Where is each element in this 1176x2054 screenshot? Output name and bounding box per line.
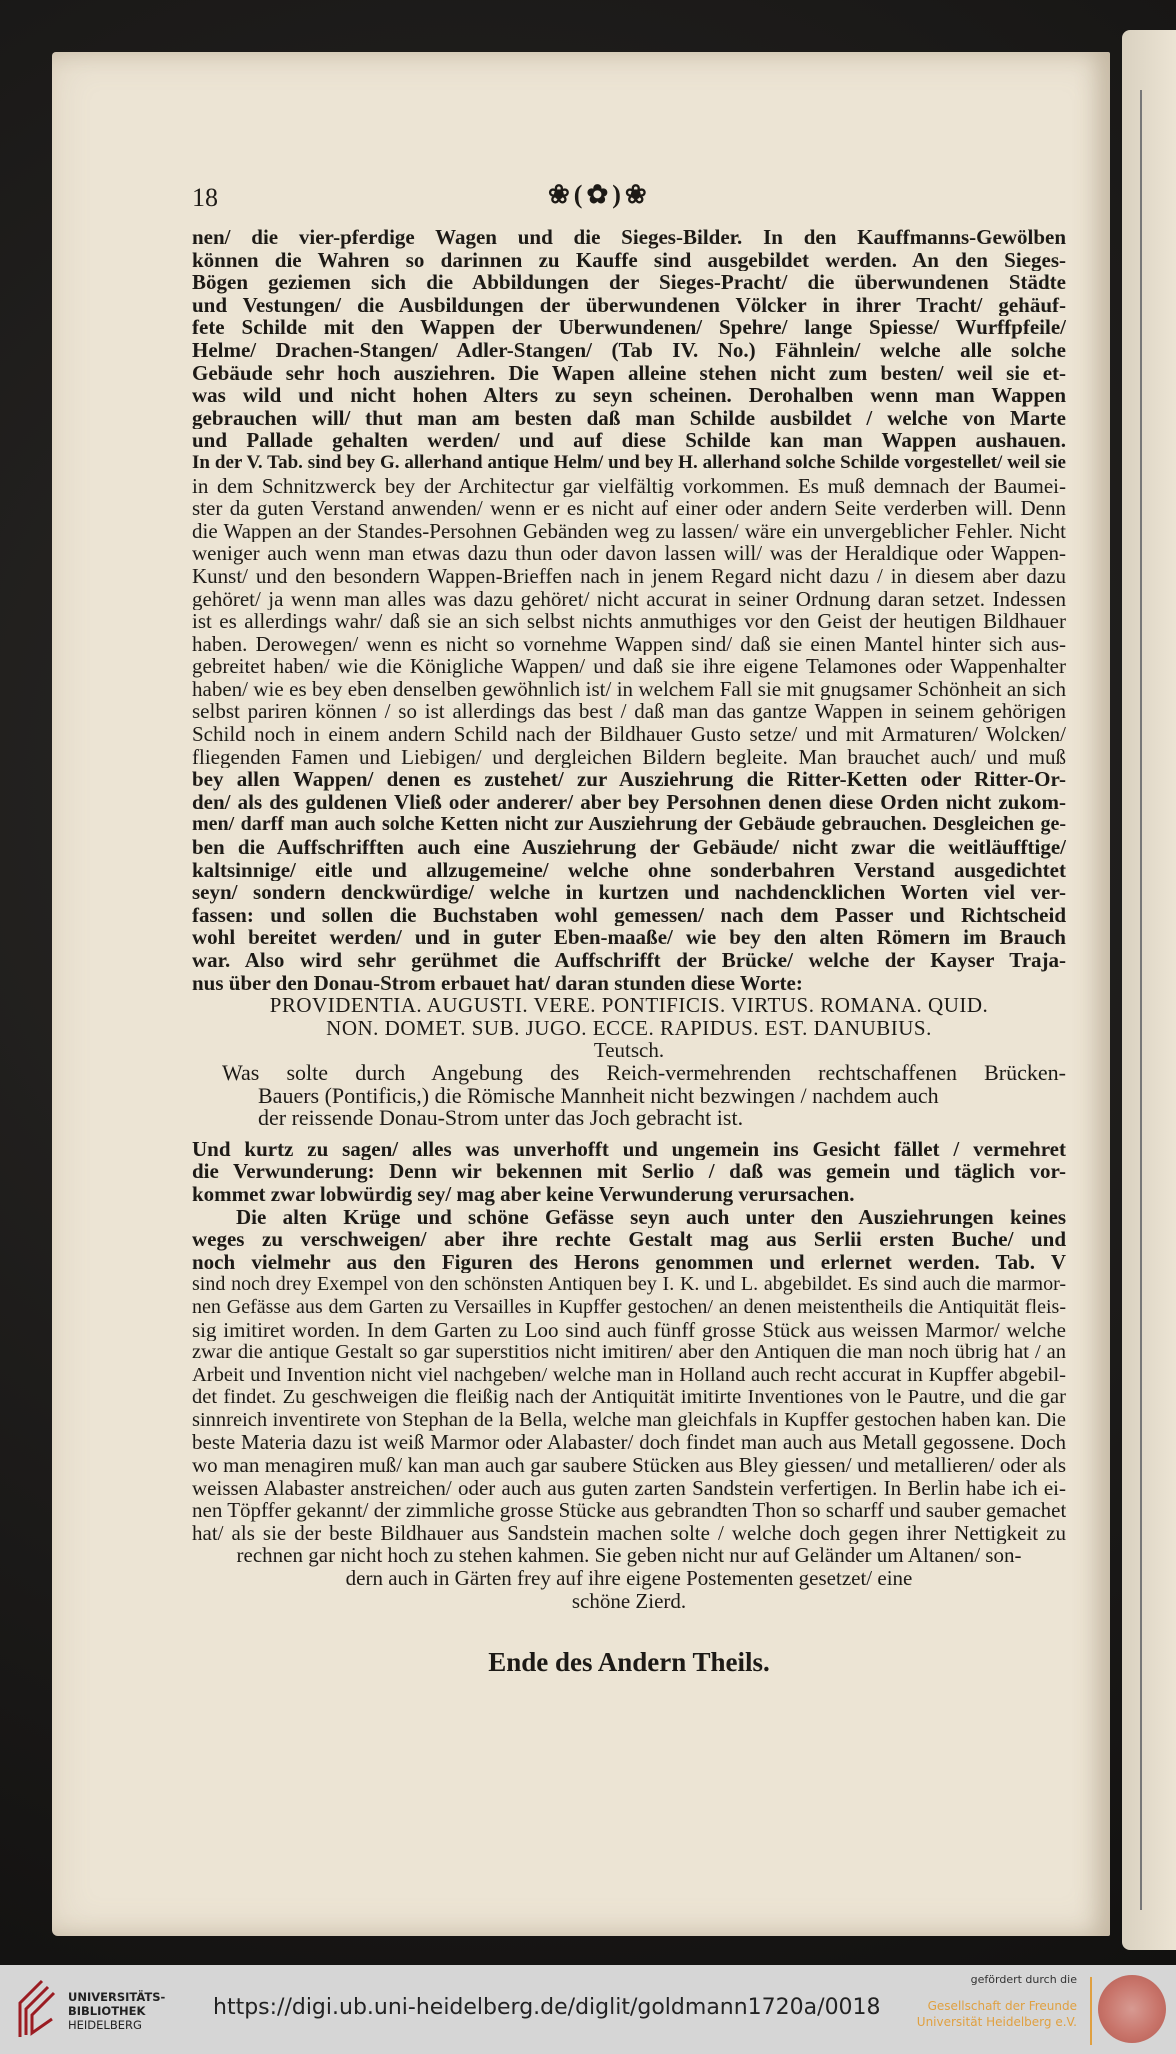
text-line: noch vielmehr aus den Figuren des Herons genommen und erlernet werden. Tab. V [192, 1250, 1066, 1274]
library-name[interactable] [68, 1990, 165, 2032]
text-line: gebreitet haben/ wie die Königliche Wappen/ und daß sie ihre eigene Telamones oder Wappenhalter [192, 655, 1066, 678]
adjacent-foldout-page [1122, 30, 1176, 1950]
text-line: und Vestungen/ die Ausbildungen der überwundenen Völcker in ihrer Tracht/ gehäuf- [192, 293, 1066, 317]
text-line: was wild und nicht hohen Alters zu seyn scheinen. Derohalben wenn man Wappen [192, 384, 1066, 407]
text-line: men/ darff man auch solche Ketten nicht zur Ausziehrung der Gebäude gebrauchen. Desgleichen ge- [192, 813, 1066, 836]
sponsor-credit[interactable] [905, 1973, 1077, 2030]
text-line: ster da guten Verstand anwenden/ wenn er es nicht auf einer oder andern Seite verderben will. Denn [192, 497, 1066, 520]
text-line: Gebäude sehr hoch ausziehren. Die Wapen alleine stehen nicht zum besten/ weil sie et- [192, 361, 1066, 385]
permalink-url[interactable]: https://digi.ub.uni-heidelberg.de/diglit/goldmann1720a/0018 [213, 1995, 881, 2020]
text-line: sind noch drey Exempel von den schönsten Antiquen bey I. K. und L. abgebildet. Es sind auch die marmor- [192, 1273, 1066, 1296]
text-line: wo man menagiren muß/ kan man auch gar saubere Stücken aus Bley giessen/ und metallieren/ oder als [192, 1454, 1066, 1477]
text-line: gehöret/ ja wenn man alles was dazu gehöret/ nicht accurat in seiner Ordnung daran setzet. Indessen [192, 587, 1066, 611]
footer-bar [0, 1965, 1176, 2054]
library-name-line: HEIDELBERG [68, 2018, 142, 2032]
sponsor-label: gefördert durch die [970, 1973, 1077, 1986]
university-seal-icon [1098, 1975, 1166, 2043]
translation-verse [192, 1062, 1066, 1130]
text-line: kaltsinnige/ eitle und allzugemeine/ welche ohne sonderbahren Verstand ausgedichtet [192, 858, 1066, 882]
text-line: nus über den Donau-Strom erbauet hat/ daran stunden diese Worte: [192, 971, 803, 995]
text-line: beste Materia dazu ist weiß Marmor oder Alabaster/ doch findet man auch aus Metall gegossene. Doch [192, 1431, 1066, 1455]
text-line: Bögen geziemen sich die Abbildungen der Sieges-Pracht/ die überwundenen Städte [192, 271, 1066, 294]
text-line: nen Gefässe aus dem Garten zu Versailles in Kupffer gestochen/ an denen meistentheils die Antiquität fleis- [192, 1295, 1066, 1318]
text-line: zwar die antique Gestalt so gar superstitios nicht imitiren/ aber den Antiquen die man noch übrig hat / an [192, 1341, 1066, 1364]
text-line: Die alten Krüge und schöne Gefässe seyn auch unter den Ausziehrungen keines [236, 1205, 1066, 1229]
text-line: Schild noch in einem andern Schild nach der Bildhauer Gusto setze/ und mit Armaturen/ Wolcken/ [192, 723, 1066, 746]
text-line: PROVIDENTIA. AUGUSTI. VERE. PONTIFICIS. VIRTUS. ROMANA. QUID. [269, 994, 989, 1017]
divider [1090, 1977, 1092, 2045]
text-line: det findet. Zu geschweigen die fleißig nach der Antiquität imitirte Inventiones von le Pautre, und die gar [192, 1386, 1066, 1409]
library-name-line: UNIVERSITÄTS- [68, 1990, 166, 2004]
text-line: sinnreich inventirete von Stephan de la Bella, welche man gleichfals in Kupffer gestochen haben kan. Die [192, 1408, 1066, 1431]
text-line: in dem Schnitzwerck bey der Architectur gar vielfältig vorkommen. Es muß demnach der Baumei- [192, 474, 1066, 498]
text-line: den/ als des guldenen Vließ oder anderer/ aber bey Persohnen denen diese Orden nicht zukom- [192, 790, 1066, 814]
paragraph-3 [192, 1206, 1066, 1545]
text-line: selbst pariren können / so ist allerdings das best / daß man das gantze Wappen in seinem gehörigen [192, 700, 1066, 724]
closing-lines [192, 1544, 1066, 1612]
header-ornament: ❀(✿)❀ [548, 180, 651, 209]
text-line: rechnen gar nicht hoch zu stehen kahmen. Sie geben nicht nur auf Geländer um Altanen/ son- [236, 1544, 1022, 1568]
text-line: nen Töpffer gekannt/ der zimmliche grosse Stücke aus gebrandten Thon so scharff und sauber gemachet [192, 1499, 1066, 1522]
text-line: wohl bereitet werden/ und in guter Eben-maaße/ wie bey den alten Römern im Brauch [192, 926, 1066, 949]
text-line: dern auch in Gärten frey auf ihre eigene Postementen gesetzet/ eine [345, 1567, 913, 1590]
text-line: Kunst/ und den besondern Wappen-Brieffen nach in jenem Regard nicht dazu / in diesem aber dazu [192, 564, 1066, 588]
text-line: NON. DOMET. SUB. JUGO. ECCE. RAPIDUS. EST. DANUBIUS. [326, 1016, 932, 1040]
text-line: bey allen Wappen/ denen es zustehet/ zur Ausziehrung die Ritter-Ketten oder Ritter-Or- [192, 768, 1066, 791]
text-line: war. Also wird sehr gerühmet die Auffschrifft der Brücke/ welche der Kayser Traja- [192, 949, 1066, 972]
text-line: die Verwunderung: Denn wir bekennen mit Serlio / daß was gemein und täglich vor- [192, 1160, 1066, 1183]
text-line: schöne Zierd. [571, 1589, 687, 1613]
page-number: 18 [192, 183, 218, 212]
latin-inscription [192, 994, 1066, 1039]
text-line: Arbeit und Invention nicht viel nachgeben/ welche man in Holland auch recht accurat in Kupffer abgebil- [192, 1363, 1066, 1386]
university-library-logo-icon[interactable] [12, 1979, 56, 2039]
text-line: Was solte durch Angebung des Reich-vermehrenden rechtschaffenen Brücken- [222, 1061, 1066, 1085]
text-line: weniger auch wenn man etwas dazu thun oder davon lassen will/ was der Heraldique oder Wappen- [192, 542, 1066, 565]
page-text [192, 226, 1066, 1682]
text-line: Und kurtz zu sagen/ alles was unverhofft und ungemein ins Gesicht fället / vermehret [192, 1137, 1066, 1161]
text-line: sig imitiret worden. In dem Garten zu Loo sind auch fünff grosse Stück aus weissen Marmor/ welche [192, 1318, 1066, 1342]
text-line: fliegenden Famen und Liebigen/ und dergleichen Bildern begleite. Man brauchet auch/ und muß [192, 745, 1066, 769]
text-line: die Wappen an der Standes-Persohnen Gebänden weg zu lassen/ wäre ein unvergeblicher Fehler. Nicht [192, 519, 1066, 543]
text-line: haben. Derowegen/ wenn es nicht so vornehme Wappen sind/ daß sie einen Mantel hinter sich aus- [192, 632, 1066, 656]
paragraph-1 [192, 226, 1066, 994]
text-line: hat/ als sie der beste Bildhauer aus Sandstein machen solte / welche doch gegen ihrer Nettigkeit zu [192, 1521, 1066, 1545]
text-line: nen/ die vier-pferdige Wagen und die Sieges-Bilder. In den Kauffmanns-Gewölben [192, 226, 1066, 249]
library-name-line: BIBLIOTHEK [68, 2004, 146, 2018]
text-line: fete Schilde mit den Wappen der Uberwundenen/ Spehre/ lange Spiesse/ Wurffpfeile/ [192, 316, 1066, 339]
translation-heading: Teutsch. [593, 1039, 665, 1062]
text-line: und Pallade gehalten werden/ und auf diese Schilde kan man Wappen aushauen. [192, 429, 1066, 452]
text-line: fassen: und sollen die Buchstaben wohl gemessen/ nach dem Passer und Richtscheid [192, 903, 1066, 927]
text-line: gebrauchen will/ thut man am besten daß man Schilde ausbildet / welche von Marte [192, 406, 1066, 430]
end-title: Ende des Andern Theils. [488, 1647, 770, 1678]
paragraph-2 [192, 1138, 1066, 1206]
text-line: kommet zwar lobwürdig sey/ mag aber keine Verwunderung verursachen. [192, 1182, 855, 1206]
text-line: seyn/ sondern denckwürdige/ welche in kurtzen und nachdencklichen Worten viel ver- [192, 881, 1066, 904]
sponsor-org-line: Universität Heidelberg e.V. [916, 2015, 1077, 2029]
sponsor-org-line: Gesellschaft der Freunde [927, 1999, 1077, 2013]
text-line: ben die Auffschrifften auch eine Ausziehrung der Gebäude/ nicht zwar die weitläufftige/ [192, 836, 1066, 859]
text-line: weissen Alabaster anstreichen/ oder auch aus guten zarten Sandstein verfertigen. In Berlin habe ich ei- [192, 1476, 1066, 1500]
text-line: können die Wahren so darinnen zu Kauffe sind ausgebildet werden. An den Sieges- [192, 248, 1066, 272]
text-line: der reissende Donau-Strom unter das Joch gebracht ist. [258, 1107, 744, 1130]
text-line: ist es allerdings wahr/ daß sie an sich selbst nichts anmuthiges vor den Geist der heutigen Bildhauer [192, 610, 1066, 633]
text-line: Bauers (Pontificis,) die Römische Mannheit nicht bezwingen / nachdem auch [258, 1084, 939, 1108]
foldout-plate [1140, 90, 1176, 1910]
text-line: weges zu verschweigen/ aber ihre rechte Gestalt mag aus Serlii ersten Buche/ und [192, 1228, 1066, 1251]
text-line: In der V. Tab. sind bey G. allerhand antique Helm/ und bey H. allerhand solche Schilde vorgestellet/ weil sie [192, 451, 1066, 473]
text-line: haben/ wie es bey eben denselben gewöhnlich ist/ in welchem Fall sie mit gnugsamer Schönheit an sich [192, 677, 1066, 701]
text-line: Helme/ Drachen-Stangen/ Adler-Stangen/ (Tab IV. No.) Fähnlein/ welche alle solche [192, 338, 1066, 362]
